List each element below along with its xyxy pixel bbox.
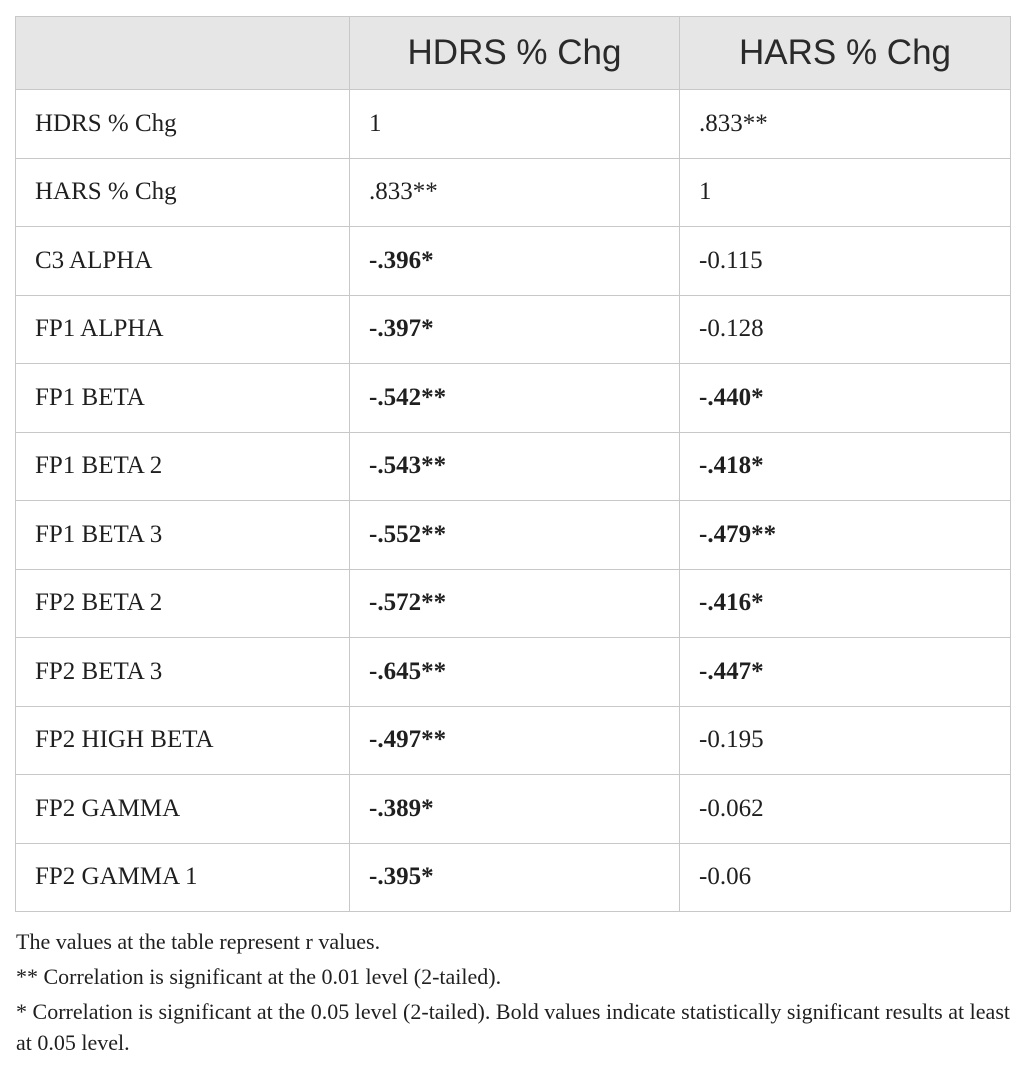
row-label: FP1 BETA 3 (16, 501, 350, 570)
header-hars: HARS % Chg (680, 17, 1011, 90)
table-row (16, 501, 1011, 570)
row-label: FP1 BETA 2 (16, 432, 350, 501)
row-label: FP2 GAMMA 1 (16, 843, 350, 912)
hars-value: -0.06 (680, 843, 1011, 912)
table-row (16, 569, 1011, 638)
table-row (16, 364, 1011, 433)
header-empty (16, 17, 350, 90)
table-row (16, 158, 1011, 227)
hars-value: -0.195 (680, 706, 1011, 775)
hdrs-value: -.396* (350, 227, 680, 296)
table-body (16, 90, 1011, 912)
table-footnotes (16, 926, 1010, 1062)
hars-value: .833** (680, 90, 1011, 159)
hdrs-value: 1 (350, 90, 680, 159)
table-row (16, 843, 1011, 912)
footnote-r-values: The values at the table represent r values. (16, 929, 381, 954)
row-label: HDRS % Chg (16, 90, 350, 159)
footnote-001-level: ** Correlation is significant at the 0.01 level (2-tailed). (16, 964, 502, 989)
table-row (16, 227, 1011, 296)
header-hdrs: HDRS % Chg (350, 17, 680, 90)
hdrs-value: -.395* (350, 843, 680, 912)
hdrs-value: -.572** (350, 569, 680, 638)
footnote-005-level: * Correlation is significant at the 0.05 level (2-tailed). Bold values indicate statistically significant results at least at 0.05 level. (16, 999, 1010, 1055)
row-label: FP1 ALPHA (16, 295, 350, 364)
table-row (16, 775, 1011, 844)
hdrs-value: -.389* (350, 775, 680, 844)
row-label: FP2 GAMMA (16, 775, 350, 844)
hdrs-value: -.397* (350, 295, 680, 364)
row-label: FP2 BETA 2 (16, 569, 350, 638)
hars-value: 1 (680, 158, 1011, 227)
hars-value: -.440* (680, 364, 1011, 433)
table-row (16, 638, 1011, 707)
correlation-table (15, 16, 1011, 912)
hdrs-value: -.497** (350, 706, 680, 775)
row-label: C3 ALPHA (16, 227, 350, 296)
hdrs-value: -.542** (350, 364, 680, 433)
hars-value: -.447* (680, 638, 1011, 707)
hars-value: -0.115 (680, 227, 1011, 296)
hars-value: -.479** (680, 501, 1011, 570)
row-label: FP1 BETA (16, 364, 350, 433)
hars-value: -0.062 (680, 775, 1011, 844)
row-label: FP2 BETA 3 (16, 638, 350, 707)
hdrs-value: -.543** (350, 432, 680, 501)
table-row (16, 90, 1011, 159)
row-label: HARS % Chg (16, 158, 350, 227)
table-row (16, 432, 1011, 501)
table-row (16, 706, 1011, 775)
table-header-row (16, 17, 1011, 90)
hars-value: -.418* (680, 432, 1011, 501)
row-label: FP2 HIGH BETA (16, 706, 350, 775)
hdrs-value: .833** (350, 158, 680, 227)
hars-value: -.416* (680, 569, 1011, 638)
hdrs-value: -.552** (350, 501, 680, 570)
correlation-table-container (15, 16, 1010, 912)
hars-value: -0.128 (680, 295, 1011, 364)
hdrs-value: -.645** (350, 638, 680, 707)
table-row (16, 295, 1011, 364)
